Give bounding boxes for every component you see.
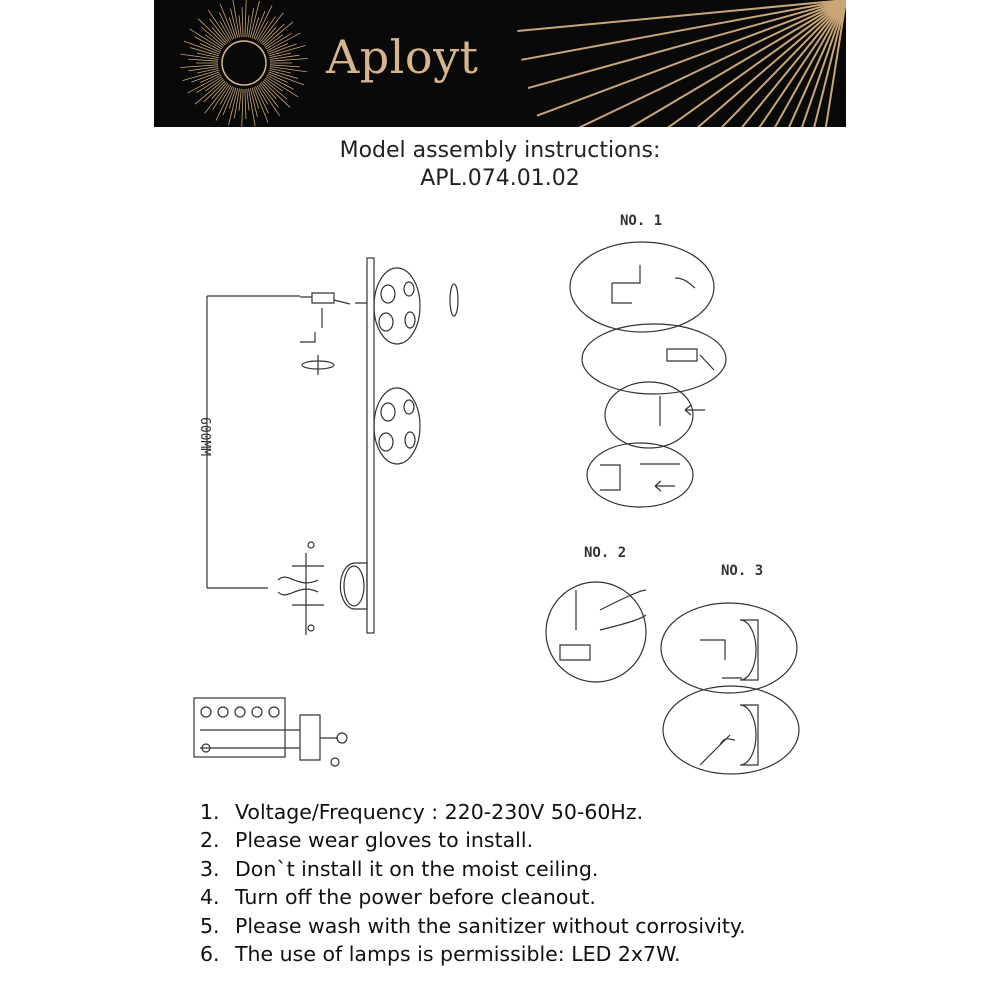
dimension-label: 600MM [197,417,212,457]
wall-plate [278,553,324,635]
figure-label-2: NO. 2 [584,545,627,561]
step1-view-c [605,382,693,448]
step-number: 4. [200,885,220,910]
title-line-1: Model assembly instructions: [339,138,661,163]
step-number: 6. [200,941,220,966]
figure-label-3: NO. 3 [721,563,764,579]
rotation-arrow-icon [450,284,458,316]
screw [308,625,314,631]
list-item [200,883,746,911]
step3-b-parts [700,705,758,765]
screw-parts [300,303,367,342]
base-face [344,566,364,606]
step-number: 2. [200,828,220,853]
ground-node [331,758,339,766]
arrow-left-icon [660,396,705,426]
step-number: 5. [200,913,220,938]
step-number: 3. [200,856,220,881]
step3-view-a [661,603,797,693]
instruction-list [200,798,746,968]
step-text: The use of lamps is permissible: LED 2x7W. [235,941,681,966]
list-item [200,855,746,883]
wiring-lines [200,715,338,760]
step-text: Turn off the power before cleanout. [235,885,596,910]
list-item [200,912,746,940]
dimension-line [207,296,300,588]
step-number: 1. [200,800,220,824]
list-item [200,826,746,854]
mounting-bar [367,258,374,633]
step1-view-a [570,242,714,332]
step-text: Please wear gloves to install. [235,828,534,853]
brand-name: Aployt [326,30,479,84]
power-node [337,733,347,743]
lamp-head-top [374,268,420,344]
terminal-wiring [560,590,646,660]
step2-view [546,582,646,682]
step3-view-b [663,686,799,774]
list-item [200,798,746,826]
drill-icon [667,349,714,370]
step1-a-bracket [612,265,695,303]
screwdriver-icon [600,464,680,491]
step3-a-parts [700,620,758,680]
lamp-head-bottom [374,388,420,464]
bracket-top [300,293,350,304]
list-item [200,940,746,968]
step1-view-d [587,443,693,507]
step-text: Voltage/Frequency : 220-230V 50-60Hz. [235,800,644,824]
model-number: APL.074.01.02 [420,166,580,191]
figure-label-1: NO. 1 [620,213,663,229]
step-text: Don`t install it on the moist ceiling. [235,856,599,881]
screw [308,542,314,548]
step-text: Please wash with the sanitizer without corrosivity. [235,913,746,938]
